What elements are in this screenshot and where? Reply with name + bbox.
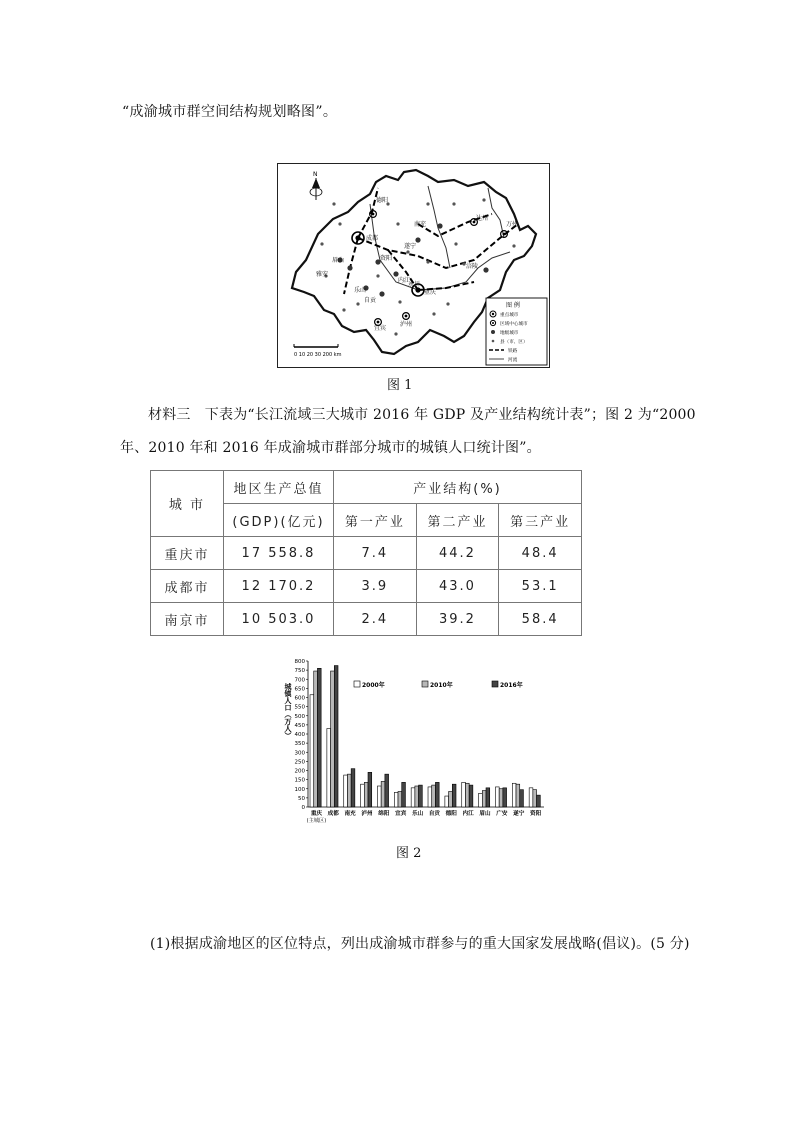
legend-item-0: 重点城市: [500, 313, 519, 318]
bar: [415, 786, 419, 807]
bar: [347, 774, 351, 807]
y-tick-label: 650: [294, 686, 305, 693]
legend-item-1: 区域中心城市: [500, 322, 528, 327]
bar: [361, 784, 365, 807]
cell-primary: 2.4: [334, 603, 417, 636]
bar: [469, 785, 473, 807]
cell-city: 南京市: [151, 603, 224, 636]
map-scale-bar: [294, 344, 342, 358]
y-tick-label: 0: [301, 805, 305, 811]
bar: [385, 774, 389, 807]
bar: [411, 788, 415, 807]
header-gdp-line1: 地区生产总值: [224, 471, 334, 504]
y-tick-label: 550: [294, 704, 305, 711]
river-line: [370, 204, 510, 290]
bar: [402, 782, 406, 807]
bar: [465, 783, 469, 807]
map-label-chongqing: 重庆: [424, 289, 437, 296]
cell-tertiary: 58.4: [499, 603, 582, 636]
legend-item-3: 县（市、区）: [500, 340, 528, 345]
bar: [432, 785, 436, 807]
map-legend: [486, 298, 547, 365]
y-tick-label: 450: [294, 722, 305, 729]
table-row: [151, 603, 582, 636]
bar: [419, 785, 423, 807]
bar: [486, 788, 490, 807]
legend-title: 图 例: [506, 302, 520, 309]
gdp-industry-table: [150, 470, 582, 636]
y-tick-label: 800: [294, 659, 305, 665]
legend-item-2: 地级城市: [500, 331, 519, 336]
legend-label: 2016年: [500, 682, 523, 689]
map-svg: [278, 164, 549, 367]
figure2-caption: 图 2: [396, 846, 422, 861]
legend-swatch: [492, 681, 498, 687]
cell-secondary: 44.2: [416, 537, 499, 570]
bar: [368, 772, 372, 807]
x-tick-label: 南充: [344, 811, 356, 817]
bar: [428, 787, 432, 807]
legend-item-4: 铁路: [508, 349, 518, 354]
legend-item-5: 河流: [508, 358, 518, 363]
map-label-fuling: 涪陵: [466, 263, 479, 270]
table-header-row: [151, 471, 582, 504]
bar: [516, 784, 520, 807]
bar: [310, 695, 314, 807]
north-arrow-icon: [310, 178, 322, 200]
bar: [435, 782, 439, 807]
x-tick-label: 德阳: [445, 811, 457, 817]
y-tick-label: 50: [298, 795, 305, 802]
map-label-dazhou: 达州: [476, 215, 489, 222]
x-tick-label: 绵阳: [378, 811, 390, 817]
map-label-leshan: 乐山: [354, 287, 367, 294]
bar: [449, 791, 453, 807]
bar: [334, 666, 338, 807]
legend-swatch: [422, 681, 428, 687]
bar: [482, 791, 486, 807]
city-cluster-map: [277, 163, 550, 368]
map-label-meishan: 眉山: [332, 257, 345, 264]
urban-population-chart: [282, 655, 547, 830]
x-tick-label-sub: (主城区): [306, 818, 327, 824]
header-city: 城 市: [151, 471, 224, 537]
y-tick-label: 750: [294, 668, 305, 675]
bar: [529, 788, 533, 807]
cell-gdp: 12 170.2: [224, 570, 334, 603]
y-tick-label: 200: [294, 768, 305, 775]
y-tick-label: 150: [294, 777, 305, 784]
bar: [452, 784, 456, 807]
bar: [344, 775, 348, 807]
map-label-yaan: 雅安: [316, 271, 329, 278]
map-label-neijiang: 内江: [398, 277, 411, 284]
question-1: (1)根据成渝地区的区位特点，列出成渝城市群参与的重大国家发展战略(倡议)。(5 分): [150, 936, 690, 952]
figure1-caption: 图 1: [387, 378, 413, 393]
bar: [462, 782, 466, 807]
map-label-suining: 遂宁: [404, 243, 417, 250]
x-tick-label: 遂宁: [513, 811, 525, 817]
x-tick-label: 资阳: [529, 811, 542, 817]
cell-secondary: 39.2: [416, 603, 499, 636]
x-tick-label: 自贡: [428, 811, 441, 817]
bar: [479, 793, 483, 807]
y-tick-label: 500: [294, 713, 305, 720]
map-scale-text: 0 10 20 30 200 km: [294, 352, 342, 358]
x-tick-label: 广安: [496, 811, 508, 817]
cell-gdp: 17 558.8: [224, 537, 334, 570]
bar: [381, 781, 385, 807]
bar: [503, 788, 507, 807]
material3-line1: 材料三 下表为“长江流域三大城市 2016 年 GDP 及产业结构统计表”；图 2 为“2000: [148, 407, 696, 423]
map-label-yibin: 宜宾: [374, 325, 387, 332]
bar: [317, 668, 321, 807]
x-tick-label: 眉山: [479, 811, 491, 817]
y-tick-label: 700: [294, 677, 305, 684]
map-label-nanchong: 南充: [414, 221, 427, 228]
header-structure: 产业结构(%): [334, 471, 582, 504]
bar: [533, 790, 537, 807]
x-tick-label: 重庆: [310, 811, 323, 817]
y-tick-label: 400: [294, 732, 305, 738]
table-row: [151, 537, 582, 570]
cell-secondary: 43.0: [416, 570, 499, 603]
map-label-deyang: 德阳: [376, 197, 389, 204]
bar: [351, 769, 355, 807]
chart-svg: [282, 655, 547, 830]
bar: [537, 795, 541, 807]
x-tick-label: 乐山: [411, 811, 424, 817]
bar: [495, 787, 499, 807]
cell-gdp: 10 503.0: [224, 603, 334, 636]
y-tick-label: 350: [294, 741, 305, 748]
bar: [364, 782, 368, 807]
cell-tertiary: 53.1: [499, 570, 582, 603]
map-label-zigong: 自贡: [364, 297, 377, 304]
legend-label: 2000年: [362, 682, 385, 689]
cell-primary: 3.9: [334, 570, 417, 603]
map-label-ziyang: 资阳: [380, 255, 393, 262]
subheader-primary: 第一产业: [334, 504, 417, 537]
x-tick-label: 宜宾: [395, 811, 407, 817]
bar: [377, 786, 381, 807]
y-tick-label: 600: [294, 695, 305, 702]
legend-swatch: [354, 681, 360, 687]
cell-city: 重庆市: [151, 537, 224, 570]
table-row: [151, 570, 582, 603]
material3-line2: 年、2010 年和 2016 年成渝城市群部分城市的城镇人口统计图”。: [120, 440, 541, 456]
bar: [520, 790, 524, 807]
map-label-yongchuan: 永川: [408, 281, 421, 288]
bar: [445, 796, 449, 807]
bar: [314, 671, 318, 807]
y-axis-label: 城镇人口（万人）: [284, 683, 292, 739]
header-gdp-line2: (GDP)(亿元): [224, 504, 334, 537]
intro-text: “成渝城市群空间结构规划略图”。: [122, 104, 338, 120]
subheader-tertiary: 第三产业: [499, 504, 582, 537]
x-tick-label: 内江: [462, 811, 474, 817]
bar: [499, 789, 503, 807]
bar: [394, 792, 398, 807]
cell-tertiary: 48.4: [499, 537, 582, 570]
legend-label: 2010年: [430, 682, 453, 689]
bar: [512, 783, 516, 807]
cell-city: 成都市: [151, 570, 224, 603]
map-city-chengdu: [352, 232, 364, 244]
x-tick-label: 成都: [327, 811, 339, 817]
bar: [331, 671, 335, 807]
y-tick-label: 250: [294, 759, 305, 766]
y-tick-label: 300: [294, 750, 305, 757]
x-tick-label: 泸州: [361, 811, 373, 817]
y-tick-label: 100: [294, 786, 305, 793]
bar: [327, 729, 331, 807]
map-label-chengdu: 成都: [366, 235, 379, 242]
map-label-wanzhou: 万州: [506, 221, 519, 228]
cell-primary: 7.4: [334, 537, 417, 570]
north-label: N: [313, 171, 318, 178]
map-label-luzhou: 泸州: [400, 321, 413, 328]
bar: [398, 791, 402, 807]
subheader-secondary: 第二产业: [416, 504, 499, 537]
